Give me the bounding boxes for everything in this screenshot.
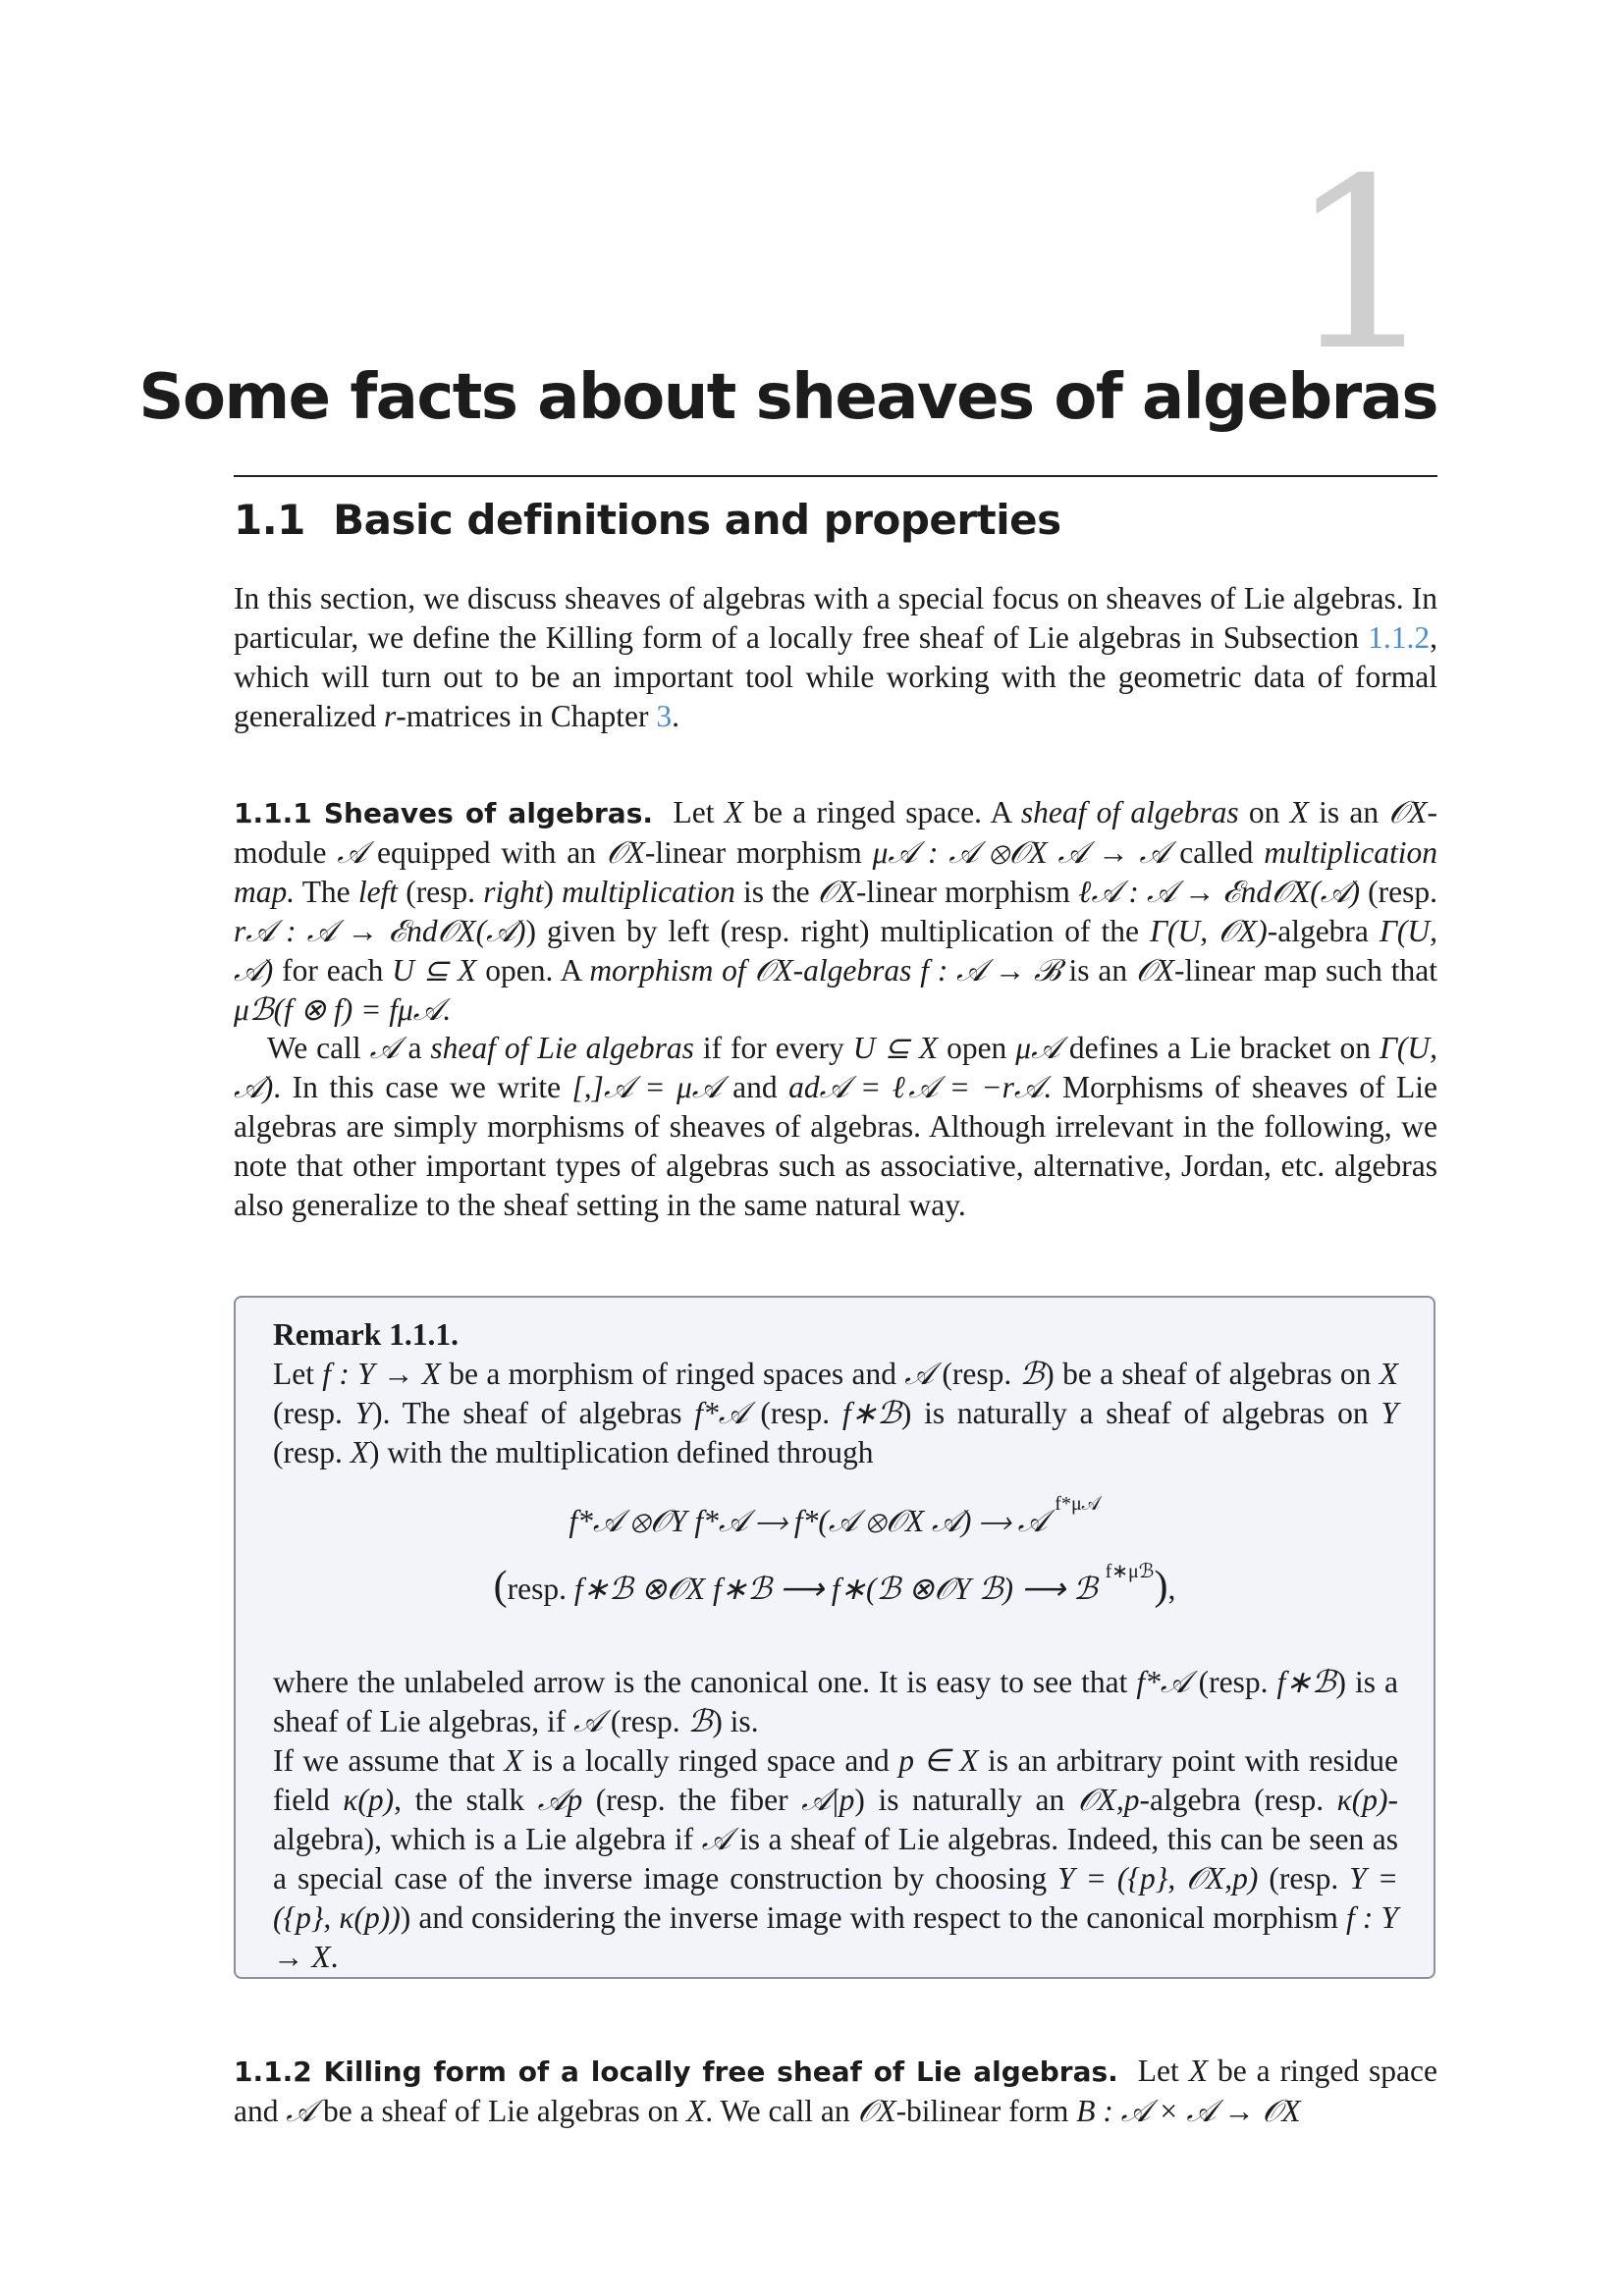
equation-pullback: f*𝒜 ⊗𝒪Y f*𝒜 ⟶ f*(𝒜 ⊗𝒪X 𝒜) ⟶ 𝒜 $^{f*\mu 𝒜}$ <box>568 1493 1101 1538</box>
title-rule <box>234 475 1437 477</box>
remark-paragraph-2: where the unlabeled arrow is the canonical one. It is easy to see that f*𝒜 (resp. f∗ℬ) is a sheaf of Lie algebras, if 𝒜 (resp. ℬ) is. If we assume that X is a locally ringed space and p ∈ X is an arbitrary point with residue field κ(p), the stalk 𝒜p (resp. the fiber 𝒜|p) is naturally an 𝒪X,p-algebra (resp. κ(p)-algebra), which is a Lie algebra if 𝒜 is a sheaf of Lie algebras. Indeed, this can be seen as a special case of the inverse image construction by choosing Y = ({p}, 𝒪X,p) (resp. Y = ({p}, κ(p))) and considering the inverse image with respect to the canonical morphism f : Y → X. <box>273 1665 1398 1974</box>
equation-pullback-label: f*μ𝒜 <box>1055 1493 1101 1515</box>
remark-paragraph-1: Remark 1.1.1. Let f : Y → X be a morphism of ringed spaces and 𝒜 (resp. ℬ) be a sheaf of algebras on X (resp. Y). The sheaf of algebras f*𝒜 (resp. f∗ℬ) is naturally a sheaf of algebras on Y (resp. X) with the multiplication defined through <box>273 1317 1398 1469</box>
section-heading <box>234 496 1061 544</box>
sheaves-paragraph-1: 1.1.1 Sheaves of algebras. Let X be a ringed space. A sheaf of algebras on X is an 𝒪X-module 𝒜 equipped with an 𝒪X-linear morphism μ𝒜 : 𝒜 ⊗𝒪X 𝒜 → 𝒜 called multiplication map. The left (resp. right) multiplication is the 𝒪X-linear morphism ℓ𝒜 : 𝒜 → ℰnd𝒪X(𝒜) (resp. r𝒜 : 𝒜 → ℰnd𝒪X(𝒜)) given by left (resp. right) multiplication of the Γ(U, 𝒪X)-algebra Γ(U, 𝒜) for each U ⊆ X open. A morphism of 𝒪X-algebras f : 𝒜 → ℬ is an 𝒪X-linear map such that μℬ(f ⊗ f) = fμ𝒜. <box>234 795 1438 1027</box>
subsection-heading-1: 1.1.1 Sheaves of algebras. <box>234 797 653 829</box>
section-title: Basic definitions and properties <box>333 496 1061 544</box>
chapter-title: Some facts about sheaves of algebras <box>138 361 1437 434</box>
section-number: 1.1 <box>234 496 305 544</box>
killing-paragraph: 1.1.2 Killing form of a locally free sheaf of Lie algebras. Let X be a ringed space and 𝒜 be a sheaf of Lie algebras on X. We call an 𝒪X-bilinear form B : 𝒜 × 𝒜 → 𝒪X <box>234 2054 1438 2128</box>
equation-pushforward-label: f∗μℬ <box>1105 1561 1155 1582</box>
remark-box <box>234 1296 1435 1979</box>
chapter-number: 1 <box>1287 128 1437 402</box>
chapter-link[interactable]: 3 <box>656 699 673 733</box>
equation-pushforward: (resp. f∗ℬ ⊗𝒪X f∗ℬ ⟶ f∗(ℬ ⊗𝒪Y ℬ) ⟶ ℬ $^{f∗\mu ℬ}$), <box>493 1561 1176 1609</box>
subsection-heading-2: 1.1.2 Killing form of a locally free sheaf of Lie algebras. <box>234 2056 1118 2088</box>
subsection-link[interactable]: 1.1.2 <box>1368 620 1431 655</box>
sheaves-paragraph-2: We call 𝒜 a sheaf of Lie algebras if for every U ⊆ X open μ𝒜 defines a Lie bracket on Γ(U, 𝒜). In this case we write [,]𝒜 = μ𝒜 and ad𝒜 = ℓ𝒜 = −r𝒜. Morphisms of sheaves of Lie algebras are simply morphisms of sheaves of algebras. Although irrelevant in the following, we note that other important types of algebras such as associative, alternative, Jordan, etc. algebras also generalize to the sheaf setting in the same natural way. <box>234 1031 1438 1222</box>
intro-paragraph: In this section, we discuss sheaves of algebras with a special focus on sheaves of Lie algebras. In particular, we define the Killing form of a locally free sheaf of Lie algebras in Subsection 1.1.2, which will turn out to be an important tool while working with the geometric data of formal generalized r-matrices in Chapter 3. <box>234 581 1437 733</box>
remark-title: Remark 1.1.1. <box>273 1317 459 1352</box>
